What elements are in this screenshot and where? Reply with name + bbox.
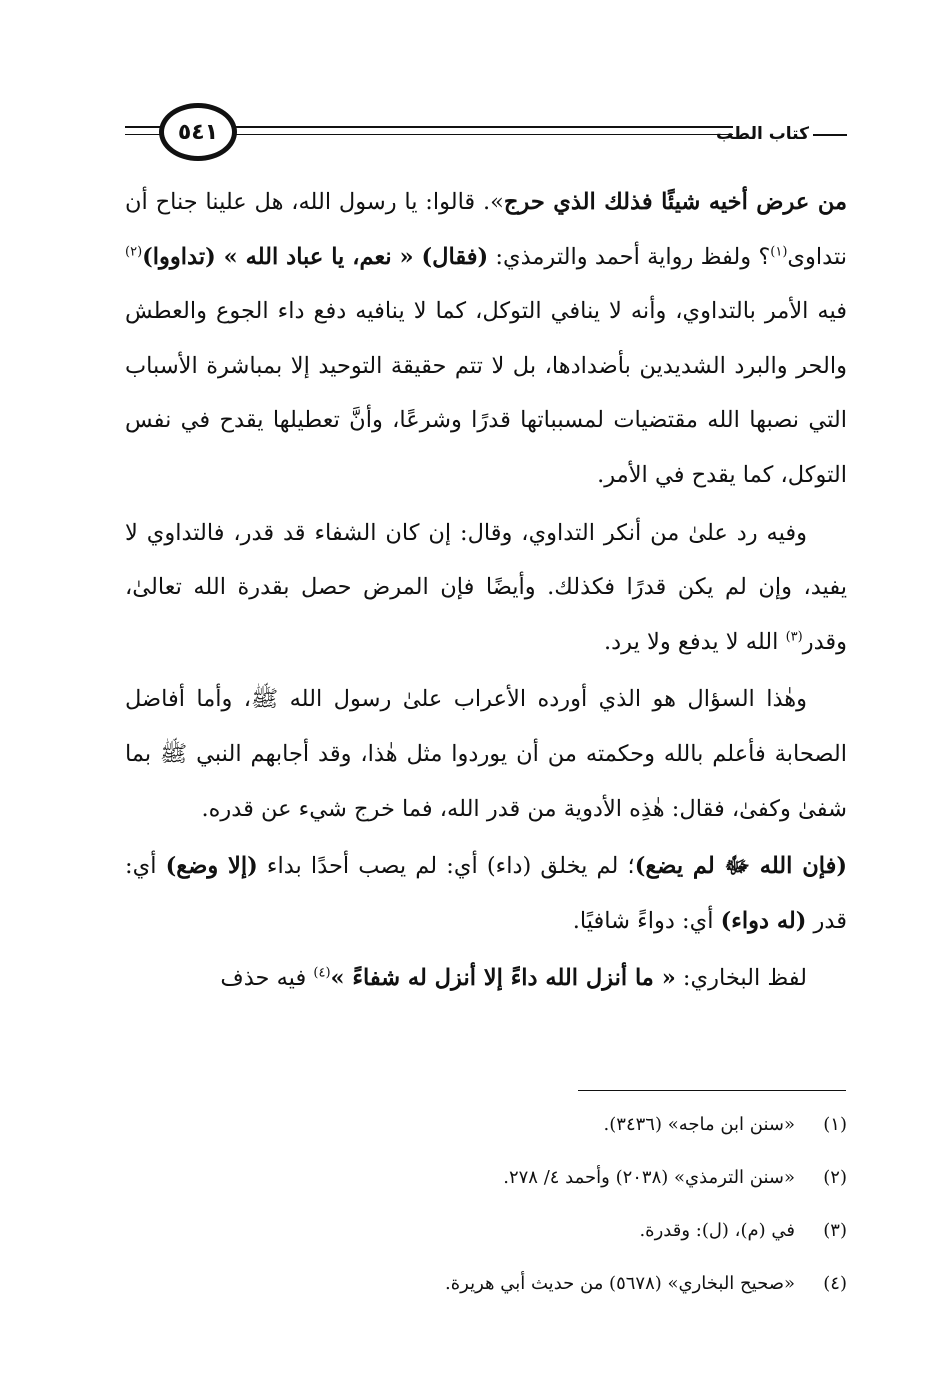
footnote-separator: [578, 1090, 846, 1091]
text-run: فيه حذف: [220, 965, 314, 992]
footnote-number: (٣): [823, 1220, 847, 1241]
text-run: ؛ لم يخلق (داء) أي: لم يصب أحدًا بداء: [257, 853, 635, 880]
paragraph-2: [125, 506, 847, 670]
footnotes: [125, 1098, 847, 1310]
matn-bold: (إلا وضع): [165, 853, 258, 880]
matn-bold: (فإن الله ﷻ لم يضع): [634, 853, 848, 880]
footnote-number: (٤): [823, 1273, 847, 1294]
header-rule-left-top: [125, 126, 163, 128]
footnote-text: «صحيح البخاري» (٥٦٧٨) من حديث أبي هريرة.: [445, 1273, 795, 1294]
running-head-title: كتاب الطب: [716, 124, 809, 144]
text-run: فيه الأمر بالتداوي، وأنه لا ينافي التوكل، كما لا ينافيه دفع داء الجوع والعطش والحر والبرد الشديدين بأضدادها، بل لا تتم حقيقة التوحيد إلا بمباشرة الأسباب التي نصبها الله مقتضيات لمسبباتها قدرًا وشرعًا، وأنَّ تعطيلها يقدح في نفس التوكل، كما يقدح في الأمر.: [125, 298, 847, 488]
page-header: [125, 103, 847, 167]
hadith-bold: « ما أنزل الله داءً إلا أنزل له شفاءً »: [330, 965, 676, 992]
quote-bold: (فقال) « نعم، يا عباد الله » (تداووا): [142, 243, 489, 270]
text-run: ؟ ولفظ رواية أحمد والترمذي:: [488, 243, 771, 270]
footnote-text: في (م)، (ل): وقدرة.: [639, 1220, 795, 1241]
main-text: [125, 175, 847, 1006]
paragraph-4: [125, 839, 847, 948]
footnote-text: «سنن ابن ماجه» (٣٤٣٦).: [603, 1114, 795, 1135]
text-run: أي: دواءً شافيًا.: [572, 907, 721, 934]
footnote-ref-1[interactable]: (١): [770, 244, 788, 260]
header-rule-middle-top: [233, 126, 733, 128]
footnote-text: «سنن الترمذي» (٢٠٣٨) وأحمد ٤/ ٢٧٨.: [503, 1167, 795, 1188]
page-number: [159, 103, 237, 161]
paragraph-3: [125, 672, 847, 836]
footnote-item: [125, 1151, 847, 1204]
header-rule-left-bottom: [125, 134, 163, 135]
footnote-number: (٢): [823, 1167, 847, 1188]
text-run: ». قالوا: يا رسول الله، هل علينا جناح أن نتداوى: [125, 189, 847, 270]
paragraph-5: [125, 951, 847, 1006]
footnote-item: [125, 1098, 847, 1151]
text-run: وهٰذا السؤال هو الذي أورده الأعراب علىٰ رسول الله ﷺ، وأما أفاضل الصحابة فأعلم بالله وحكمته من أن يوردوا مثل هٰذا، وقد أجابهم النبي ﷺ بما شفىٰ وكفىٰ، فقال: هٰذِه الأدوية من قدر الله، فما خرج شيء عن قدره.: [125, 686, 847, 822]
header-rule-right: [813, 134, 847, 136]
header-rule-middle-bottom: [233, 134, 733, 135]
quote-bold: من عرض أخيه شيئًا فذلك الذي حرج: [503, 189, 848, 215]
footnote-ref-4[interactable]: (٤): [313, 965, 331, 981]
text-run: أي: قدر: [125, 853, 847, 934]
text-run: وفيه رد علىٰ من أنكر التداوي، وقال: إن كان الشفاء قد قدر، فالتداوي لا يفيد، وإن لم يكن قدرًا فكذلك. وأيضًا فإن المرض حصل بقدرة الله تعالىٰ، وقدر: [125, 519, 847, 655]
page-number-text: ٥٤١: [177, 119, 219, 145]
matn-bold: (له دواء): [720, 907, 807, 934]
text-run: لفظ البخاري:: [675, 965, 807, 992]
footnote-ref-2[interactable]: (٢): [125, 244, 143, 260]
footnote-number: (١): [823, 1114, 847, 1135]
text-run: الله لا يدفع ولا يرد.: [604, 628, 786, 655]
footnote-item: [125, 1257, 847, 1310]
footnote-ref-3[interactable]: (٣): [785, 629, 803, 645]
paragraph-1: [125, 175, 847, 503]
footnote-item: [125, 1204, 847, 1257]
